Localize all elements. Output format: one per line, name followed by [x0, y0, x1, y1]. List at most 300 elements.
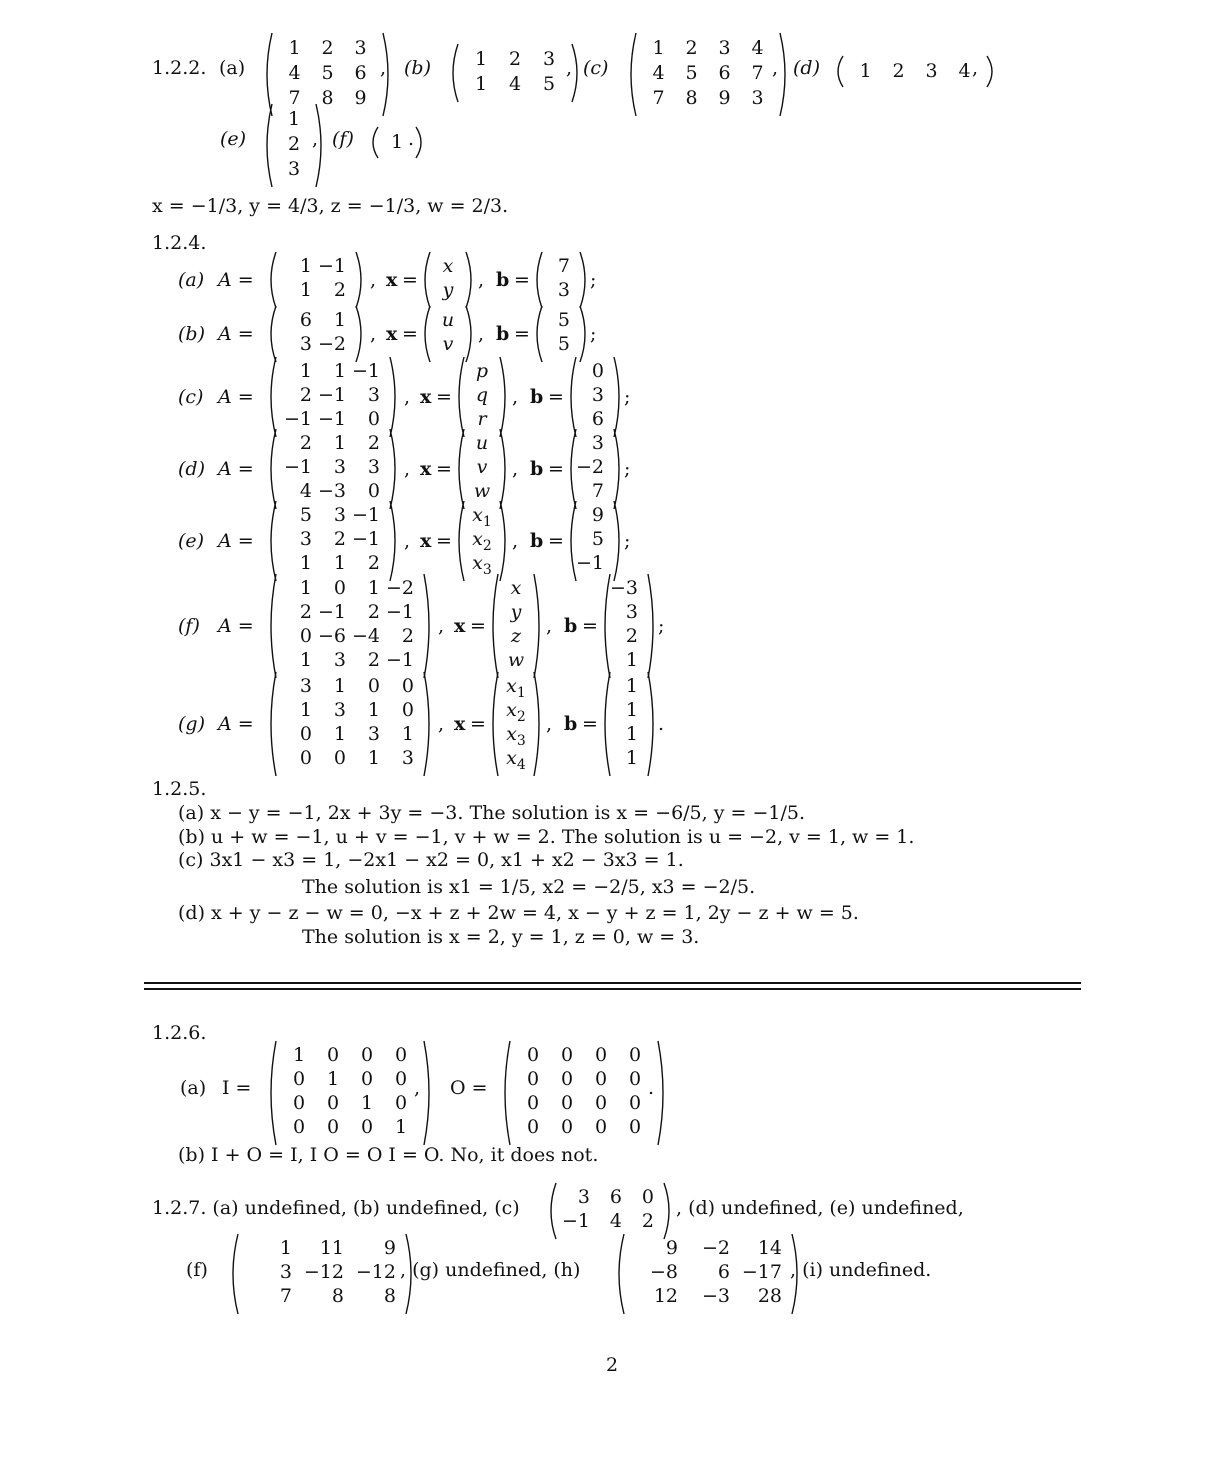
matrix-entry: 0 — [560, 1092, 574, 1114]
matrix-entry: −2 — [317, 333, 346, 355]
matrix-entry: 0 — [526, 1068, 540, 1090]
matrix-1-2-7-h-left-paren — [619, 1234, 624, 1314]
coef-matrix-right-paren — [424, 574, 429, 678]
svg-text:=: = — [470, 713, 486, 735]
svg-text:,: , — [512, 530, 519, 552]
matrix-entry: 2 — [367, 552, 380, 574]
matrix-entry: −1 — [351, 360, 380, 382]
matrix-entry: 3 — [333, 649, 346, 671]
vector-x-right-paren — [500, 357, 505, 437]
section-1-2-6 — [152, 1022, 663, 1166]
matrix-entry: $x_2$ — [472, 528, 492, 554]
matrix-entry: 1 — [367, 577, 380, 599]
matrix-entry: 2 — [299, 432, 312, 454]
matrix-entry: 1 — [367, 699, 380, 721]
matrix-entry: 0 — [360, 1068, 374, 1090]
matrix-entry: 0 — [367, 675, 380, 697]
vector-b-label: b — [530, 458, 544, 480]
coef-matrix-right-paren — [356, 252, 361, 308]
system-A-eq: A = — [218, 386, 254, 408]
matrix-entry: −12 — [355, 1261, 396, 1283]
matrix-entry: 8 — [685, 87, 698, 109]
system-line-c: (c) 3x1 − x3 = 1, −2x1 − x2 = 0, x1 + x2 − 3x3 = 1. — [178, 849, 684, 871]
matrix-entry: 11 — [319, 1237, 344, 1259]
divider-rule-bottom — [144, 988, 1081, 990]
matrix-entry: 7 — [279, 1285, 292, 1307]
matrix-entry: y — [510, 601, 522, 623]
zero-matrix — [505, 1041, 663, 1145]
matrix-entry: 3 — [542, 48, 556, 70]
svg-text:,: , — [404, 386, 411, 408]
svg-text:,: , — [478, 269, 485, 291]
divider-rule-top — [144, 982, 1081, 984]
matrix-entry: 7 — [751, 62, 764, 84]
svg-text:;: ; — [624, 530, 631, 552]
matrix-entry: 0 — [394, 1068, 408, 1090]
matrix-entry: 1 — [474, 73, 488, 95]
solution-1-2-3: x = −1/3, y = 4/3, z = −1/3, w = 2/3. — [152, 195, 509, 217]
svg-text:=: = — [402, 323, 418, 345]
matrix-entry: r — [477, 408, 487, 430]
system-b — [178, 306, 596, 362]
coef-matrix-left-paren — [271, 252, 276, 308]
identity-matrix-right-paren — [424, 1041, 429, 1145]
system-label: (b) — [178, 323, 205, 345]
matrix-entry: 0 — [526, 1092, 540, 1114]
coef-matrix-right-paren — [390, 357, 395, 437]
svg-text:=: = — [582, 615, 598, 637]
matrix-entry: 3 — [299, 528, 312, 550]
matrix-entry: 0 — [326, 1044, 340, 1066]
identity-matrix-left-paren — [271, 1041, 276, 1145]
matrix-entry: 1 — [299, 699, 312, 721]
matrix-entry: 3 — [367, 723, 380, 745]
vector-b-right-paren — [648, 672, 653, 776]
matrix-entry: 5 — [591, 528, 604, 550]
section-number: 1.2.7. — [152, 1197, 207, 1219]
matrix-entry: 7 — [591, 480, 604, 502]
coef-matrix-left-paren — [271, 672, 276, 776]
matrix-1-2-2-d-right-paren — [987, 56, 992, 87]
svg-text:, (d) undefined, (e) undefi: , (d) undefined, (e) undefined, — [676, 1197, 964, 1219]
matrix-entry: 3 — [591, 384, 604, 406]
svg-text:=: = — [436, 530, 452, 552]
matrix-entry: 2 — [685, 37, 698, 59]
vector-b-label: b — [530, 530, 544, 552]
matrix-entry: 0 — [299, 625, 312, 647]
matrix-entry: 3 — [401, 747, 414, 769]
matrix-entry: 2 — [892, 60, 905, 82]
matrix-entry: w — [507, 649, 525, 671]
matrix-entry: 8 — [383, 1285, 396, 1307]
matrix-entry: 1 — [333, 432, 346, 454]
svg-text:,: , — [404, 458, 411, 480]
matrix-entry: 4 — [652, 62, 665, 84]
vector-b-right-paren — [614, 357, 619, 437]
svg-text:,: , — [380, 57, 387, 79]
matrix-entry: 1 — [299, 279, 312, 301]
system-A-eq: A = — [218, 458, 254, 480]
matrix-entry: $x_1$ — [472, 504, 492, 530]
matrix-entry: 3 — [333, 504, 346, 526]
system-A-eq: A = — [218, 323, 254, 345]
svg-text:=: = — [582, 713, 598, 735]
matrix-entry: −1 — [283, 408, 312, 430]
matrix-entry: −6 — [317, 625, 346, 647]
matrix-entry: −3 — [609, 577, 638, 599]
zero-matrix-left-paren — [505, 1041, 510, 1145]
section-1-2-3 — [152, 195, 508, 217]
matrix-entry: 0 — [401, 675, 414, 697]
svg-text:=: = — [436, 386, 452, 408]
svg-text:,: , — [438, 615, 445, 637]
svg-text:=: = — [470, 615, 486, 637]
matrix-entry: 6 — [591, 408, 604, 430]
part-label-c: (c) — [583, 57, 609, 79]
matrix-entry: −1 — [317, 408, 346, 430]
matrix-entry: x — [510, 577, 522, 599]
matrix-entry: 3 — [591, 432, 604, 454]
matrix-1-2-7-c — [551, 1183, 669, 1239]
matrix-1-2-7-h — [619, 1234, 797, 1314]
system-label: (c) — [178, 386, 204, 408]
svg-text:,: , — [512, 458, 519, 480]
matrix-entry: 5 — [685, 62, 698, 84]
solution-line-c: The solution is x1 = 1/5, x2 = −2/5, x3 = −2/5. — [302, 876, 756, 898]
matrix-entry: 0 — [326, 1092, 340, 1114]
matrix-1-2-7-c-right-paren — [664, 1183, 669, 1239]
matrix-entry: 1 — [625, 723, 638, 745]
matrix-entry: 0 — [360, 1116, 374, 1138]
vector-x-right-paren — [534, 672, 539, 776]
matrix-1-2-2-b — [453, 44, 577, 102]
svg-text:;: ; — [624, 386, 631, 408]
svg-text:,: , — [414, 1077, 421, 1099]
matrix-entry: −3 — [701, 1285, 730, 1307]
matrix-entry: −17 — [741, 1261, 782, 1283]
matrix-entry: 3 — [299, 675, 312, 697]
matrix-entry: p — [475, 360, 489, 382]
matrix-entry: v — [476, 456, 488, 478]
coef-matrix-left-paren — [271, 574, 276, 678]
matrix-entry: −1 — [317, 255, 346, 277]
matrix-entry: 4 — [288, 62, 301, 84]
matrix-1-2-7-f — [233, 1234, 411, 1314]
matrix-entry: 0 — [594, 1116, 608, 1138]
vector-x-label: x — [386, 323, 398, 345]
matrix-entry: 9 — [383, 1237, 396, 1259]
system-A-eq: A = — [218, 713, 254, 735]
matrix-entry: 3 — [333, 456, 346, 478]
matrix-entry: 1 — [299, 360, 312, 382]
matrix-entry: 3 — [751, 87, 764, 109]
svg-text:1.2.7. (a) undefined, (b) un: 1.2.7. (a) undefined, (b) undefined, (c) — [152, 1197, 520, 1219]
matrix-entry: 5 — [299, 504, 312, 526]
matrix-entry: 1 — [474, 48, 488, 70]
page-number: 2 — [605, 1354, 619, 1376]
matrix-entry: 4 — [751, 37, 764, 59]
section-number: 1.2.5. — [152, 778, 207, 800]
matrix-entry: 6 — [609, 1186, 622, 1208]
svg-text:I =: I = — [222, 1077, 252, 1099]
matrix-entry: v — [442, 333, 454, 355]
matrix-entry: −1 — [385, 601, 414, 623]
matrix-entry: 0 — [367, 480, 380, 502]
matrix-entry: −2 — [701, 1237, 730, 1259]
matrix-entry: 3 — [333, 699, 346, 721]
matrix-entry: $x_3$ — [472, 552, 492, 578]
svg-text:,: , — [438, 713, 445, 735]
part-label-a: (a) — [180, 1077, 207, 1099]
vector-x-right-paren — [466, 252, 471, 308]
matrix-entry: $x_4$ — [506, 747, 526, 773]
vector-x-label: x — [454, 615, 466, 637]
matrix-1-2-2-d — [838, 56, 992, 87]
matrix-entry: −1 — [385, 649, 414, 671]
svg-text:=: = — [514, 269, 530, 291]
svg-text:, (i) undefined.: , (i) undefined. — [790, 1259, 932, 1281]
matrix-entry: 1 — [333, 723, 346, 745]
matrix-entry: 1 — [279, 1237, 292, 1259]
matrix-entry: −1 — [283, 456, 312, 478]
system-line-d: (d) x + y − z − w = 0, −x + z + 2w = 4, x − y + z = 1, 2y − z + w = 5. — [178, 902, 859, 924]
matrix-entry: 0 — [591, 360, 604, 382]
matrix-entry: 2 — [299, 384, 312, 406]
matrix-entry: 9 — [665, 1237, 678, 1259]
system-f — [178, 574, 664, 678]
matrix-entry: 5 — [557, 333, 570, 355]
svg-text:O =: O = — [450, 1077, 488, 1099]
part-b-text: (b) I + O = I, I O = O I = O. No, it does not. — [178, 1144, 599, 1166]
matrix-entry: 3 — [625, 601, 638, 623]
matrix-entry: 2 — [641, 1210, 654, 1232]
matrix-1-2-2-b-right-paren — [572, 44, 577, 102]
matrix-entry: 2 — [321, 37, 334, 59]
matrix-1-2-2-c-right-paren — [780, 33, 785, 116]
svg-text:,: , — [972, 57, 979, 79]
matrix-1-2-2-f-left-paren — [373, 127, 378, 158]
vector-b-label: b — [496, 269, 510, 291]
matrix-entry: 4 — [508, 73, 522, 95]
matrix-entry: 0 — [394, 1092, 408, 1114]
matrix-entry: 8 — [321, 87, 334, 109]
matrix-entry: 1 — [625, 747, 638, 769]
system-g — [178, 672, 664, 776]
section-1-2-5 — [152, 778, 914, 948]
matrix-entry: 1 — [652, 37, 665, 59]
matrix-entry: 2 — [367, 649, 380, 671]
matrix-entry: 0 — [401, 699, 414, 721]
matrix-entry: 0 — [292, 1116, 306, 1138]
matrix-entry: 0 — [560, 1116, 574, 1138]
matrix-entry: w — [473, 480, 491, 502]
matrix-entry: 2 — [333, 279, 346, 301]
matrix-entry: 1 — [625, 675, 638, 697]
matrix-entry: 0 — [594, 1092, 608, 1114]
matrix-entry: 1 — [390, 131, 404, 153]
coef-matrix-left-paren — [271, 429, 276, 509]
part-label-f: (f) — [332, 128, 354, 150]
matrix-entry: 3 — [367, 384, 380, 406]
matrix-entry: −8 — [649, 1261, 678, 1283]
system-label: (d) — [178, 458, 205, 480]
vector-b-left-paren — [605, 672, 610, 776]
vector-b-label: b — [530, 386, 544, 408]
matrix-entry: 0 — [299, 723, 312, 745]
svg-text:=: = — [548, 458, 564, 480]
svg-text:;: ; — [590, 323, 597, 345]
matrix-entry: −2 — [385, 577, 414, 599]
matrix-entry: 4 — [958, 60, 971, 82]
system-label: (g) — [178, 713, 205, 735]
svg-text:=: = — [402, 269, 418, 291]
matrix-entry: 2 — [367, 432, 380, 454]
matrix-entry: 0 — [333, 747, 346, 769]
vector-x-label: x — [420, 386, 432, 408]
matrix-entry: 3 — [557, 279, 570, 301]
vector-x-right-paren — [500, 501, 505, 581]
matrix-entry: 0 — [628, 1044, 642, 1066]
matrix-entry: 6 — [354, 62, 367, 84]
matrix-entry: 2 — [333, 528, 346, 550]
vector-b-label: b — [496, 323, 510, 345]
matrix-entry: 7 — [557, 255, 570, 277]
matrix-entry: 1 — [326, 1068, 340, 1090]
matrix-entry: 3 — [577, 1186, 590, 1208]
vector-x-left-paren — [459, 429, 464, 509]
identity-matrix — [271, 1041, 429, 1145]
matrix-entry: −1 — [317, 384, 346, 406]
matrix-1-2-2-b-left-paren — [453, 44, 458, 102]
matrix-entry: 7 — [652, 87, 665, 109]
matrix-1-2-2-a — [267, 33, 388, 116]
system-line-b: (b) u + w = −1, u + v = −1, v + w = 2. The solution is u = −2, v = 1, w = 1. — [178, 826, 915, 848]
section-number: 1.2.4. — [152, 232, 207, 254]
vector-x-left-paren — [425, 252, 430, 308]
svg-text:.: . — [408, 128, 415, 150]
matrix-entry: 6 — [717, 1261, 730, 1283]
coef-matrix-left-paren — [271, 306, 276, 362]
matrix-entry: 1 — [299, 577, 312, 599]
svg-text:=: = — [548, 386, 564, 408]
matrix-entry: 1 — [333, 360, 346, 382]
matrix-entry: 1 — [299, 649, 312, 671]
matrix-entry: 12 — [653, 1285, 678, 1307]
matrix-entry: 1 — [625, 699, 638, 721]
matrix-entry: 0 — [641, 1186, 654, 1208]
matrix-entry: 0 — [394, 1044, 408, 1066]
matrix-entry: 4 — [299, 480, 312, 502]
system-label: (e) — [178, 530, 205, 552]
matrix-entry: 0 — [292, 1068, 306, 1090]
matrix-entry: 1 — [299, 552, 312, 574]
svg-text:(f): (f) — [186, 1259, 208, 1281]
svg-text:.: . — [658, 713, 665, 735]
matrix-entry: −1 — [561, 1210, 590, 1232]
matrix-1-2-2-d-left-paren — [838, 56, 843, 87]
matrix-entry: 2 — [367, 601, 380, 623]
vector-x-label: x — [386, 269, 398, 291]
matrix-entry: 0 — [526, 1116, 540, 1138]
matrix-entry: u — [441, 309, 455, 331]
vector-b-right-paren — [614, 501, 619, 581]
section-1-2-7 — [152, 1183, 964, 1314]
matrix-entry: −3 — [317, 480, 346, 502]
svg-text:,: , — [512, 386, 519, 408]
matrix-1-2-2-a-left-paren — [267, 33, 272, 116]
system-a — [178, 252, 596, 308]
svg-text:;: ; — [590, 269, 597, 291]
matrix-entry: 0 — [560, 1068, 574, 1090]
matrix-entry: 3 — [718, 37, 731, 59]
matrix-entry: 0 — [367, 408, 380, 430]
matrix-entry: −1 — [351, 528, 380, 550]
svg-text:.: . — [648, 1077, 655, 1099]
svg-text:=: = — [514, 323, 530, 345]
matrix-entry: z — [510, 625, 522, 647]
part-label-e: (e) — [220, 128, 247, 150]
matrix-1-2-7-c-left-paren — [551, 1183, 556, 1239]
matrix-entry: 2 — [508, 48, 522, 70]
section-1-2-2 — [152, 33, 992, 187]
matrix-entry: 2 — [299, 601, 312, 623]
vector-x-left-paren — [493, 574, 498, 678]
system-c — [178, 357, 630, 437]
system-A-eq: A = — [218, 615, 254, 637]
matrix-entry: 0 — [299, 747, 312, 769]
system-e — [178, 501, 630, 581]
matrix-entry: 1 — [333, 675, 346, 697]
vector-x-right-paren — [534, 574, 539, 678]
svg-text:;: ; — [624, 458, 631, 480]
vector-x-left-paren — [493, 672, 498, 776]
matrix-entry: 1 — [288, 37, 301, 59]
part-label-b: (b) — [404, 57, 431, 79]
matrix-entry: 0 — [628, 1068, 642, 1090]
vector-b-right-paren — [648, 574, 653, 678]
svg-text:, (g) undefined, (h): , (g) undefined, (h) — [400, 1259, 581, 1281]
vector-x-left-paren — [459, 357, 464, 437]
matrix-entry: −12 — [303, 1261, 344, 1283]
vector-x-label: x — [420, 530, 432, 552]
matrix-entry: 1 — [333, 309, 346, 331]
svg-text:,: , — [312, 128, 319, 150]
matrix-entry: 1 — [287, 108, 301, 130]
matrix-1-2-2-f-right-paren — [416, 127, 421, 158]
svg-text:,: , — [404, 530, 411, 552]
matrix-entry: 3 — [279, 1261, 292, 1283]
matrix-entry: 9 — [591, 504, 604, 526]
matrix-entry: 5 — [542, 73, 556, 95]
matrix-entry: 3 — [367, 456, 380, 478]
vector-b-left-paren — [571, 357, 576, 437]
svg-text:,: , — [370, 323, 377, 345]
svg-text:,: , — [546, 713, 553, 735]
systems-list — [178, 252, 664, 776]
matrix-entry: 0 — [594, 1044, 608, 1066]
vector-b-right-paren — [614, 429, 619, 509]
matrix-entry: 3 — [299, 333, 312, 355]
matrix-entry: −1 — [575, 552, 604, 574]
matrix-entry: 28 — [757, 1285, 782, 1307]
vector-x-left-paren — [459, 501, 464, 581]
matrix-entry: 1 — [292, 1044, 306, 1066]
svg-text:=: = — [436, 458, 452, 480]
vector-x-label: x — [454, 713, 466, 735]
matrix-entry: 0 — [628, 1092, 642, 1114]
matrix-entry: 1 — [367, 747, 380, 769]
matrix-entry: −1 — [351, 504, 380, 526]
